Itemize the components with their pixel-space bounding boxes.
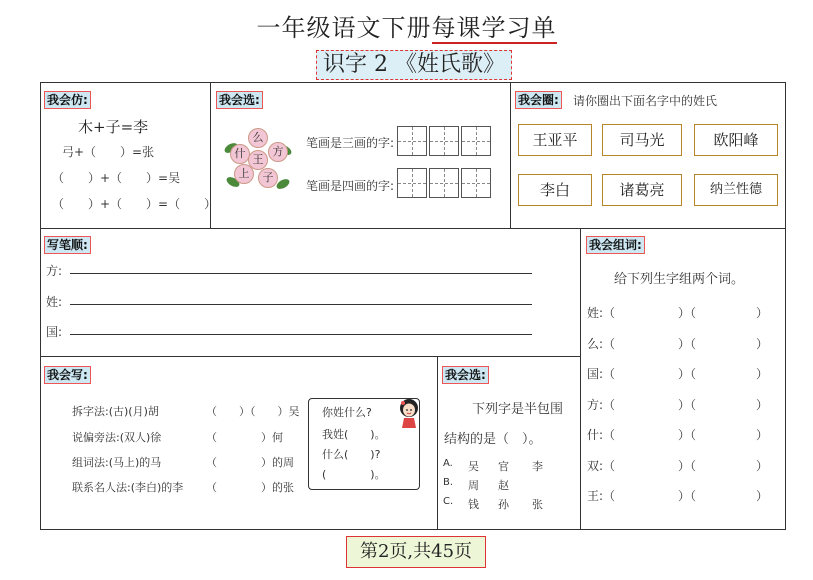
word-blank-end[interactable]: ） — [756, 428, 769, 442]
word-blank[interactable]: ）（ — [678, 458, 697, 473]
name-card[interactable]: 王亚平 — [518, 124, 592, 156]
dialog-line-2: 我姓( )。 — [322, 428, 386, 441]
answer-grid[interactable] — [397, 168, 427, 198]
option-char: 官 — [498, 460, 509, 473]
write-answer-4[interactable]: （ ）的张 — [206, 481, 294, 494]
write-answer-3[interactable]: （ ）的周 — [206, 456, 294, 469]
write-tag: 我会写: — [44, 366, 91, 384]
option-char: 吴 — [468, 460, 479, 473]
stroke-line-1[interactable] — [70, 273, 532, 274]
circle-instruction: 请你圈出下面名字中的姓氏 — [573, 94, 718, 108]
name-card[interactable]: 李白 — [518, 174, 592, 206]
write-method-4: 联系名人法:(李白)的李 — [72, 481, 184, 494]
word-blank[interactable]: ）（ — [678, 367, 697, 381]
option-char: 李 — [532, 460, 543, 473]
word-blank-end[interactable]: ） — [756, 397, 769, 412]
write-method-3: 组词法:(马上)的马 — [72, 456, 162, 469]
flower-char-3: 王 — [248, 150, 268, 170]
stroke-order-tag: 写笔顺: — [44, 236, 91, 254]
dialog-line-1: 你姓什么? — [322, 406, 372, 419]
select-strokes-tag: 我会选: — [216, 91, 263, 109]
word-blank-end[interactable]: ） — [756, 489, 769, 503]
dialog-line-4: ( )。 — [322, 468, 386, 481]
write-method-1: 拆字法:(古)(月)胡 — [72, 405, 159, 418]
circle-tag: 我会圈: — [515, 91, 562, 109]
divider — [510, 82, 511, 228]
radical-question-2: 结构的是（ ）。 — [444, 432, 542, 447]
divider — [40, 228, 786, 229]
option-char: 钱 — [468, 498, 479, 511]
imitate-line-4: （ ）+（ ）=（ ） — [52, 197, 217, 211]
option-char: 周 — [468, 479, 479, 492]
option-label[interactable]: A. — [443, 458, 453, 469]
word-blank[interactable]: ）（ — [678, 428, 697, 442]
option-char: 张 — [532, 498, 543, 511]
answer-grid[interactable] — [461, 168, 491, 198]
flower-char-6: 子 — [258, 168, 278, 188]
name-card[interactable]: 纳兰性德 — [694, 174, 778, 206]
girl-avatar-icon — [398, 398, 420, 428]
option-label[interactable]: C. — [443, 496, 454, 507]
lesson-subtitle: 识字 2 《姓氏歌》 — [316, 50, 512, 80]
strokes-question-4: 笔画是四画的字: — [306, 179, 395, 193]
stroke-char-3: 国: — [46, 325, 63, 339]
word-char: 什:（ — [587, 428, 616, 442]
title-plain: 一年级语文下册 — [256, 14, 432, 42]
word-char: 双:（ — [587, 458, 616, 473]
word-blank[interactable]: ）（ — [678, 306, 697, 320]
words-tag: 我会组词: — [586, 236, 645, 254]
write-method-2: 说偏旁法:(双人)徐 — [72, 431, 162, 444]
option-char: 赵 — [498, 479, 509, 492]
word-blank-end[interactable]: ） — [756, 367, 769, 381]
select-radical-tag: 我会选: — [442, 366, 489, 384]
divider — [580, 228, 581, 530]
flower-illustration — [220, 126, 296, 202]
stroke-line-3[interactable] — [70, 334, 532, 335]
option-char: 孙 — [498, 498, 509, 511]
page-number: 第2页,共45页 — [346, 536, 486, 568]
write-answer-2[interactable]: （ ）何 — [206, 431, 283, 444]
divider — [40, 356, 580, 357]
words-instruction: 给下列生字组两个词。 — [614, 272, 745, 287]
word-blank[interactable]: ）（ — [678, 397, 697, 412]
word-blank[interactable]: ）（ — [678, 489, 697, 503]
strokes-question-3: 笔画是三画的字: — [306, 136, 395, 150]
flower-char-2: 什 — [230, 144, 250, 164]
imitate-tag: 我会仿: — [44, 91, 91, 109]
option-label[interactable]: B. — [443, 477, 454, 488]
word-char: 国:（ — [587, 367, 616, 381]
flower-char-1: 么 — [248, 128, 268, 148]
answer-grid[interactable] — [429, 168, 459, 198]
imitate-line-2: 弓+（ ）=张 — [62, 145, 155, 159]
flower-char-4: 方 — [268, 142, 288, 162]
answer-grid[interactable] — [429, 126, 459, 156]
word-char: 王:（ — [587, 489, 616, 503]
flower-char-5: 上 — [234, 164, 254, 184]
word-blank-end[interactable]: ） — [756, 336, 769, 351]
dialog-line-3: 什么( )? — [322, 448, 381, 461]
word-char: 方:（ — [587, 397, 616, 412]
word-char: 么:（ — [587, 336, 616, 351]
word-blank-end[interactable]: ） — [756, 458, 769, 473]
divider — [437, 356, 438, 530]
page-title — [0, 8, 813, 43]
name-card[interactable]: 司马光 — [602, 124, 682, 156]
word-blank[interactable]: ）（ — [678, 336, 697, 351]
answer-grid[interactable] — [461, 126, 491, 156]
stroke-char-1: 方: — [46, 264, 63, 278]
answer-grid[interactable] — [397, 126, 427, 156]
imitate-line-1: 木+子=李 — [78, 118, 149, 136]
name-card[interactable]: 欧阳峰 — [694, 124, 778, 156]
write-answer-1[interactable]: （ ）（ ）吴 — [206, 405, 300, 418]
imitate-line-3: （ ）+（ ）=吴 — [52, 171, 181, 185]
word-char: 姓:（ — [587, 306, 616, 320]
word-blank-end[interactable]: ） — [756, 306, 769, 320]
name-card[interactable]: 诸葛亮 — [602, 174, 682, 206]
radical-question-1: 下列字是半包围 — [472, 402, 564, 417]
stroke-line-2[interactable] — [70, 304, 532, 305]
title-underlined: 每课学习单 — [431, 14, 557, 42]
stroke-char-2: 姓: — [46, 295, 63, 309]
